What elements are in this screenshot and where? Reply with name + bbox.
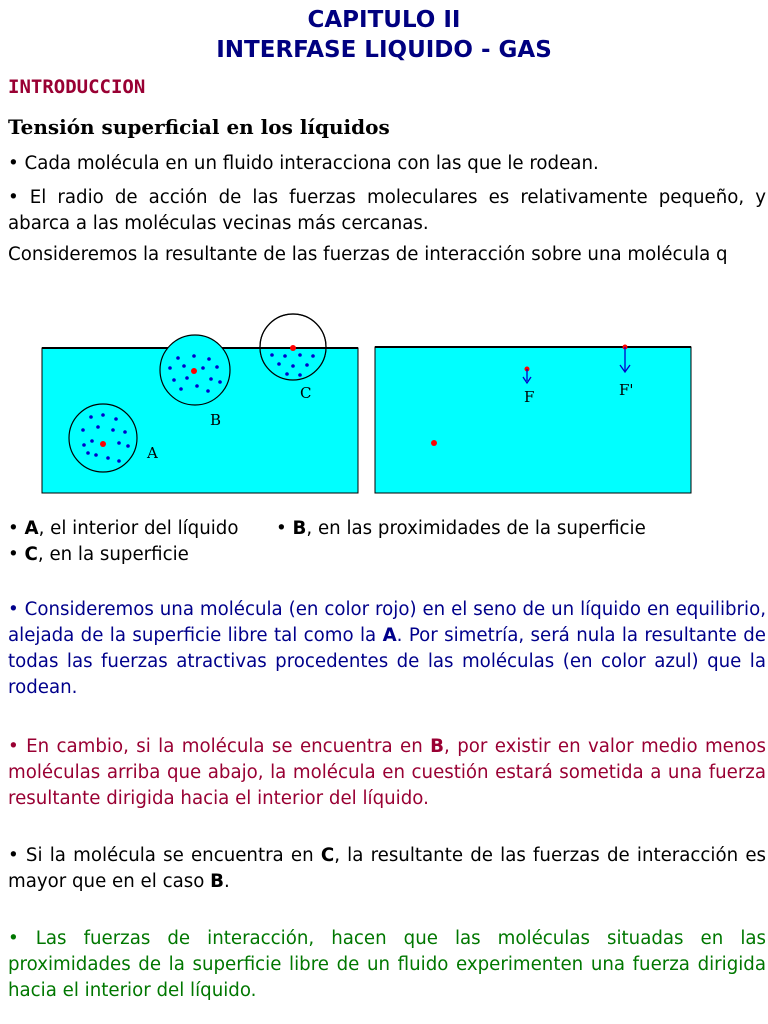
label-b: B — [210, 411, 222, 429]
section-heading: INTRODUCCION — [8, 76, 146, 98]
label-f-prime: F' — [619, 381, 634, 399]
label-f: F — [524, 388, 535, 406]
chapter-heading: CAPITULO II — [307, 7, 461, 33]
surface-tension-figure — [0, 300, 768, 500]
paragraph-black: • Si la molécula se encuentra en C, la resultante de las fuerzas de interacción es mayor que en el caso B. — [8, 845, 766, 892]
legend-c: • C, en la superficie — [8, 544, 189, 565]
chapter-title: INTERFASE LIQUIDO - GAS — [216, 37, 552, 63]
legend-b: • B, en las proximidades de la superficie — [276, 518, 646, 539]
intro-consider: Consideremos la resultante de las fuerzas de interacción sobre una molécula q — [8, 244, 728, 265]
interior-molecule — [431, 440, 437, 446]
label-c: C — [300, 384, 312, 402]
intro-bullet-1: • Cada molécula en un fluido interacciona con las que le rodean. — [8, 153, 599, 174]
paragraph-green: • Las fuerzas de interacción, hacen que las moléculas situadas en las proximidades de la superficie libre de un fluido experimenten una fuerza dirigida hacia el interior del líquido. — [8, 928, 766, 1001]
liquid-right — [375, 347, 691, 493]
paragraph-blue: • Consideremos una molécula (en color rojo) en el seno de un líquido en equilibrio, alejada de la superficie libre tal como la A. Por simetría, será nula la resultante de todas las fuerzas atractivas procedentes de las moléculas (en color azul) que la rodean. — [8, 599, 766, 698]
legend-a: • A, el interior del líquido — [8, 518, 239, 539]
subsection-heading: Tensión superficial en los líquidos — [8, 115, 390, 139]
label-a: A — [147, 444, 158, 462]
paragraph-maroon: • En cambio, si la molécula se encuentra en B, por existir en valor medio menos moléculas arriba que abajo, la molécula en cuestión estará sometida a una fuerza resultante dirigida hacia el interior del líquido. — [8, 736, 766, 809]
intro-bullet-2: • El radio de acción de las fuerzas moleculares es relativamente pequeño, y abarca a las moléculas vecinas más cercanas. — [8, 187, 766, 234]
